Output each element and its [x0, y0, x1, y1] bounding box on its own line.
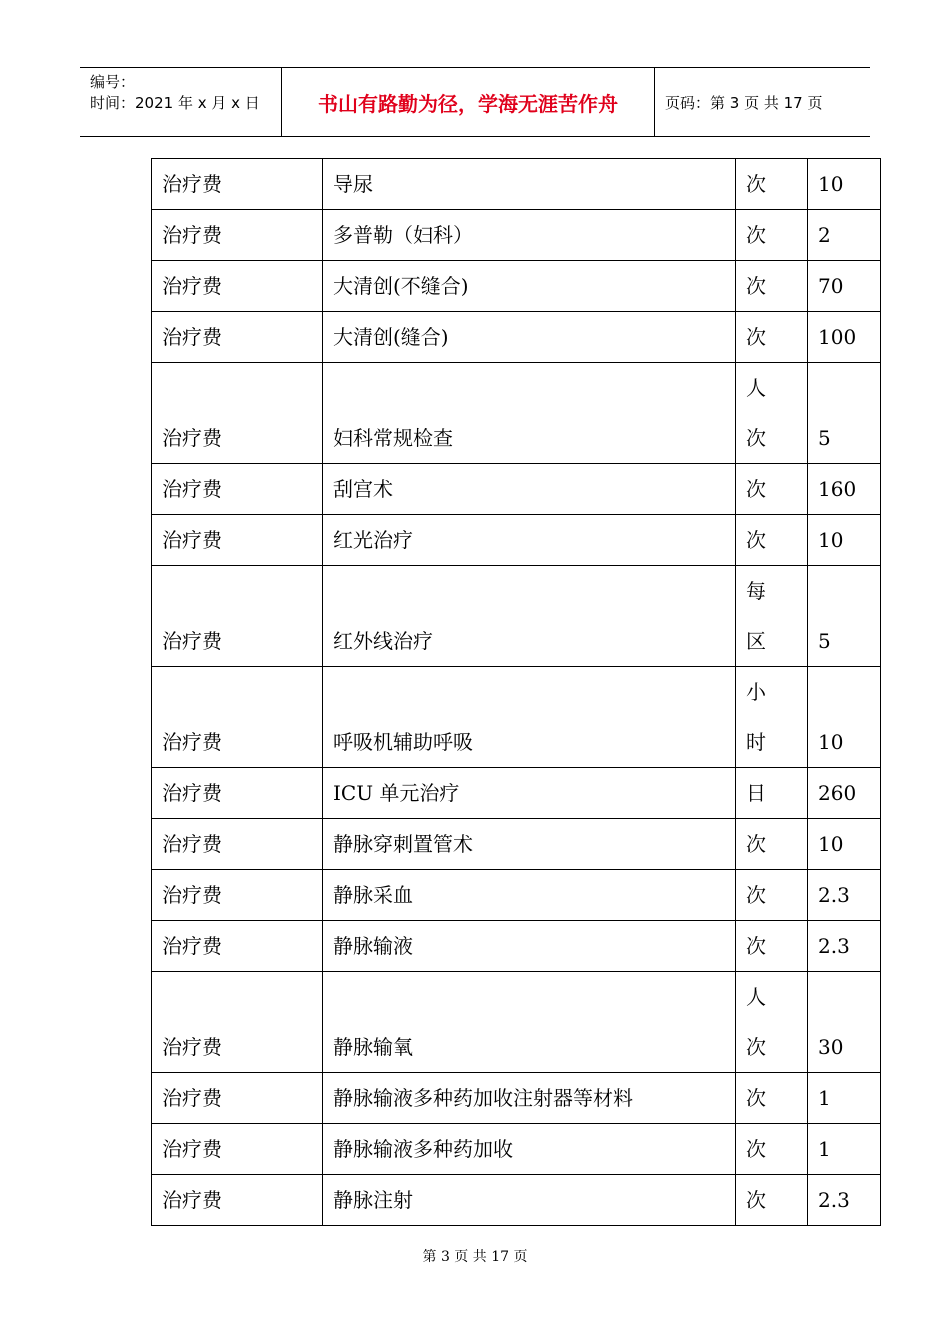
price-cell: 10: [808, 515, 881, 566]
category-cell: 治疗费: [152, 312, 323, 363]
item-name-cell: 静脉输液多种药加收注射器等材料: [323, 1073, 736, 1124]
category-cell: 治疗费: [152, 667, 323, 768]
price-cell: 160: [808, 464, 881, 515]
table-row: [152, 210, 881, 261]
document-date: 时间：2021 年 x 月 x 日: [90, 94, 260, 112]
unit-cell: 次: [736, 464, 808, 515]
category-cell: 治疗费: [152, 819, 323, 870]
price-cell: 2: [808, 210, 881, 261]
item-name-cell: 静脉穿刺置管术: [323, 819, 736, 870]
table-row: [152, 1175, 881, 1226]
category-cell: 治疗费: [152, 1124, 323, 1175]
unit-cell: 次: [736, 870, 808, 921]
item-name-cell: 红外线治疗: [323, 566, 736, 667]
item-name-cell: 静脉注射: [323, 1175, 736, 1226]
fee-table: [151, 158, 881, 1226]
item-name-cell: 大清创(不缝合): [323, 261, 736, 312]
table-row: [152, 464, 881, 515]
category-cell: 治疗费: [152, 261, 323, 312]
price-cell: 2.3: [808, 1175, 881, 1226]
table-row: [152, 768, 881, 819]
item-name-cell: ICU 单元治疗: [323, 768, 736, 819]
item-name-cell: 导尿: [323, 159, 736, 210]
price-cell: 2.3: [808, 870, 881, 921]
item-name-cell: 妇科常规检查: [323, 363, 736, 464]
unit-cell: 次: [736, 1073, 808, 1124]
fee-table-body: [152, 159, 881, 1226]
price-cell: 10: [808, 159, 881, 210]
unit-cell: 人 次: [736, 972, 808, 1073]
table-row: [152, 972, 881, 1073]
table-row: [152, 667, 881, 768]
category-cell: 治疗费: [152, 870, 323, 921]
item-name-cell: 静脉采血: [323, 870, 736, 921]
category-cell: 治疗费: [152, 1175, 323, 1226]
price-cell: 30: [808, 972, 881, 1073]
table-row: [152, 819, 881, 870]
category-cell: 治疗费: [152, 363, 323, 464]
document-number-label: 编号：: [90, 73, 136, 91]
unit-cell: 次: [736, 819, 808, 870]
unit-cell: 小 时: [736, 667, 808, 768]
price-cell: 1: [808, 1124, 881, 1175]
page-footer: 第 3 页 共 17 页: [422, 1249, 528, 1265]
unit-cell: 每 区: [736, 566, 808, 667]
category-cell: 治疗费: [152, 159, 323, 210]
category-cell: 治疗费: [152, 515, 323, 566]
unit-cell: 次: [736, 159, 808, 210]
item-name-cell: 红光治疗: [323, 515, 736, 566]
item-name-cell: 静脉输液: [323, 921, 736, 972]
unit-cell: 次: [736, 312, 808, 363]
table-row: [152, 261, 881, 312]
unit-cell: 人 次: [736, 363, 808, 464]
table-row: [152, 363, 881, 464]
category-cell: 治疗费: [152, 1073, 323, 1124]
item-name-cell: 刮宫术: [323, 464, 736, 515]
header-motto: 书山有路勤为径，学海无涯苦作舟: [282, 68, 655, 136]
item-name-cell: 多普勒（妇科）: [323, 210, 736, 261]
price-cell: 10: [808, 667, 881, 768]
unit-cell: 次: [736, 210, 808, 261]
table-row: [152, 870, 881, 921]
table-row: [152, 921, 881, 972]
table-row: [152, 515, 881, 566]
category-cell: 治疗费: [152, 768, 323, 819]
price-cell: 1: [808, 1073, 881, 1124]
unit-cell: 次: [736, 1175, 808, 1226]
unit-cell: 次: [736, 261, 808, 312]
category-cell: 治疗费: [152, 210, 323, 261]
page-header: [80, 67, 870, 137]
unit-cell: 次: [736, 515, 808, 566]
table-row: [152, 312, 881, 363]
price-cell: 70: [808, 261, 881, 312]
price-cell: 5: [808, 363, 881, 464]
price-cell: 100: [808, 312, 881, 363]
unit-cell: 次: [736, 1124, 808, 1175]
price-cell: 2.3: [808, 921, 881, 972]
header-page-info: 页码：第 3 页 共 17 页: [665, 93, 823, 112]
category-cell: 治疗费: [152, 566, 323, 667]
table-row: [152, 1124, 881, 1175]
item-name-cell: 大清创(缝合): [323, 312, 736, 363]
table-row: [152, 1073, 881, 1124]
unit-cell: 次: [736, 921, 808, 972]
price-cell: 10: [808, 819, 881, 870]
price-cell: 260: [808, 768, 881, 819]
table-row: [152, 159, 881, 210]
header-meta: [80, 68, 282, 136]
category-cell: 治疗费: [152, 972, 323, 1073]
unit-cell: 日: [736, 768, 808, 819]
category-cell: 治疗费: [152, 921, 323, 972]
price-cell: 5: [808, 566, 881, 667]
table-row: [152, 566, 881, 667]
item-name-cell: 静脉输液多种药加收: [323, 1124, 736, 1175]
item-name-cell: 呼吸机辅助呼吸: [323, 667, 736, 768]
category-cell: 治疗费: [152, 464, 323, 515]
item-name-cell: 静脉输氧: [323, 972, 736, 1073]
